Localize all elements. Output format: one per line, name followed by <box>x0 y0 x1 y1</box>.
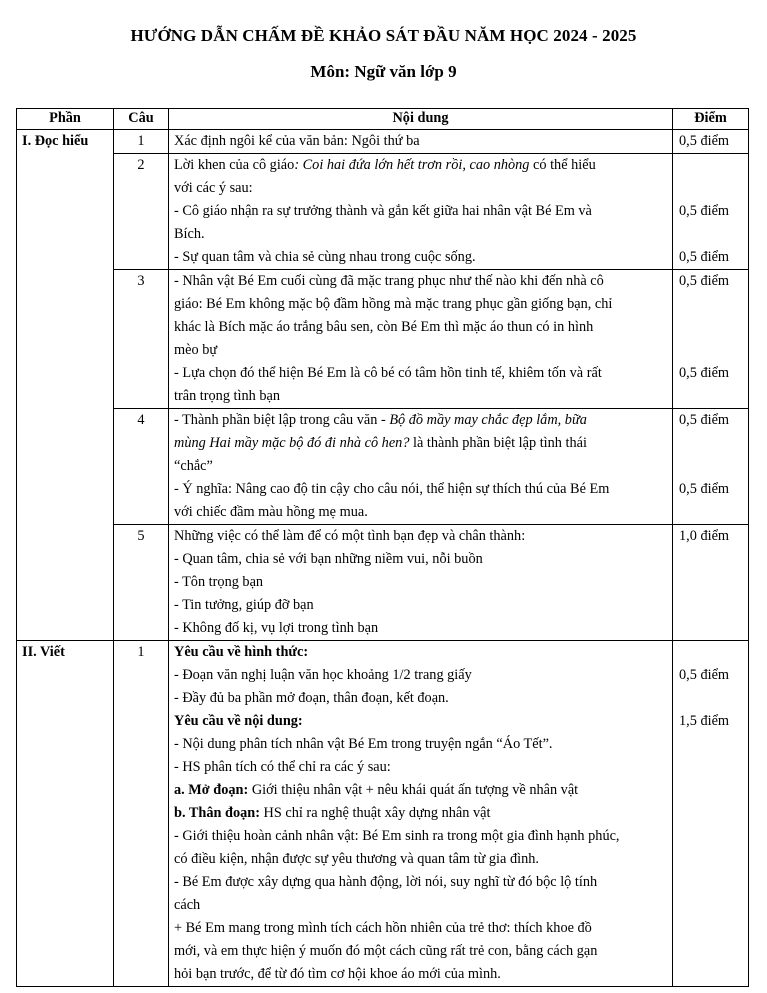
score-cell <box>673 154 749 270</box>
question-number: 4 <box>114 409 169 525</box>
content-line: trân trọng tình bạn <box>174 388 281 404</box>
table-row <box>17 409 749 525</box>
score-cell: 0,5 điểm <box>673 130 749 154</box>
content-line <box>174 409 667 432</box>
content-line: mèo bự <box>174 342 218 358</box>
column-header-diem: Điểm <box>673 109 749 130</box>
content-line: Những việc có thể làm để có một tình bạn đẹp và chân thành: <box>174 528 526 544</box>
content-line: - HS phân tích có thể chỉ ra các ý sau: <box>174 759 391 775</box>
column-header-cau: Câu <box>114 109 169 130</box>
quote-text: mùng Hai mầy mặc bộ đó đi nhà cô hen? <box>174 435 410 451</box>
question-number: 2 <box>114 154 169 270</box>
question-content <box>169 270 673 409</box>
content-line: mới, và em thực hiện ý muốn đó một cách cũng rất trẻ con, bằng cách gạn <box>174 943 598 959</box>
grading-table <box>16 108 749 987</box>
content-line <box>174 432 667 455</box>
question-content <box>169 409 673 525</box>
content-line: - Bé Em được xây dựng qua hành động, lời nói, suy nghĩ từ đó bộc lộ tính <box>174 874 598 890</box>
table-row <box>17 641 749 987</box>
content-line: Bích. <box>174 226 205 242</box>
question-number: 5 <box>114 525 169 641</box>
score-cell <box>673 270 749 409</box>
part-label-viet: II. Viết <box>17 641 114 987</box>
score-value: 0,5 điểm <box>679 667 730 683</box>
content-line: cách <box>174 897 201 913</box>
text-run: - Thành phần biệt lập trong câu văn - <box>174 412 390 428</box>
content-line: Xác định ngôi kể của văn bản: Ngôi thứ ba <box>174 133 420 149</box>
question-number: 1 <box>114 130 169 154</box>
content-line: - Ý nghĩa: Nâng cao độ tin cậy cho câu nói, thể hiện sự thích thú của Bé Em <box>174 481 610 497</box>
column-header-noi-dung: Nội dung <box>169 109 673 130</box>
content-line: khác là Bích mặc áo trắng bâu sen, còn Bé Em thì mặc áo thun có in hình <box>174 319 594 335</box>
question-number: 3 <box>114 270 169 409</box>
table-row <box>17 154 749 270</box>
quote-text: Bộ đồ mầy may chắc đẹp lắm, bữa <box>389 412 587 428</box>
score-value: 0,5 điểm <box>679 412 730 428</box>
text-run: Lời khen của cô giáo <box>174 157 295 173</box>
content-line: có điều kiện, nhận được sự yêu thương và quan tâm từ gia đình. <box>174 851 539 867</box>
content-line: - Tôn trọng bạn <box>174 574 264 590</box>
content-line: - Nội dung phân tích nhân vật Bé Em trong truyện ngắn “Áo Tết”. <box>174 736 553 752</box>
score-value: 0,5 điểm <box>679 273 730 289</box>
subheading: b. Thân đoạn: <box>174 805 260 821</box>
question-number: 1 <box>114 641 169 987</box>
content-line: - Giới thiệu hoàn cảnh nhân vật: Bé Em sinh ra trong một gia đình hạnh phúc, <box>174 828 620 844</box>
part-label-doc-hieu: I. Đọc hiểu <box>17 130 114 641</box>
content-line: “chắc” <box>174 458 213 474</box>
content-line: - Không đố kị, vụ lợi trong tình bạn <box>174 620 379 636</box>
content-line <box>174 802 667 825</box>
page-title: HƯỚNG DẪN CHẤM ĐỀ KHẢO SÁT ĐẦU NĂM HỌC 2024 - 2025 <box>130 26 637 45</box>
question-content <box>169 130 673 154</box>
content-line: - Đầy đủ ba phần mở đoạn, thân đoạn, kết đoạn. <box>174 690 449 706</box>
column-header-phan: Phần <box>17 109 114 130</box>
content-line: hỏi bạn trước, để từ đó tìm cơ hội khoe áo mới của mình. <box>174 966 501 982</box>
section-heading: Yêu cầu về nội dung: <box>174 713 303 729</box>
content-line <box>174 779 667 802</box>
question-content <box>169 641 673 987</box>
score-value: 0,5 điểm <box>679 481 730 497</box>
content-line: + Bé Em mang trong mình tích cách hồn nhiên của trẻ thơ: thích khoe đồ <box>174 920 592 936</box>
content-line: - Quan tâm, chia sẻ với bạn những niềm vui, nỗi buồn <box>174 551 483 567</box>
question-content <box>169 525 673 641</box>
quote-text: : Coi hai đứa lớn hết trơn rồi, cao nhòng <box>294 157 530 173</box>
content-line: - Đoạn văn nghị luận văn học khoảng 1/2 trang giấy <box>174 667 472 683</box>
score-value: 0,5 điểm <box>679 249 730 265</box>
score-value: 0,5 điểm <box>679 365 730 381</box>
score-cell: 1,0 điểm <box>673 525 749 641</box>
score-value: 1,5 điểm <box>679 713 730 729</box>
content-line: - Lựa chọn đó thể hiện Bé Em là cô bé có tâm hồn tinh tế, khiêm tốn và rất <box>174 365 602 381</box>
question-content <box>169 154 673 270</box>
score-value: 0,5 điểm <box>679 203 730 219</box>
table-header-row <box>17 109 749 130</box>
table-row <box>17 525 749 641</box>
content-line: với các ý sau: <box>174 180 253 196</box>
table-row <box>17 130 749 154</box>
content-line <box>174 154 667 177</box>
content-line: với chiếc đầm màu hồng mẹ mua. <box>174 504 368 520</box>
score-cell <box>673 641 749 987</box>
score-cell <box>673 409 749 525</box>
text-run: Giới thiệu nhân vật + nêu khái quát ấn tượng về nhân vật <box>248 782 579 798</box>
page-subtitle: Môn: Ngữ văn lớp 9 <box>310 62 457 81</box>
text-run: có thể hiểu <box>529 157 596 173</box>
content-line: - Sự quan tâm và chia sẻ cùng nhau trong cuộc sống. <box>174 249 476 265</box>
subheading: a. Mở đoạn: <box>174 782 249 798</box>
section-heading: Yêu cầu về hình thức: <box>174 644 309 660</box>
table-row <box>17 270 749 409</box>
text-run: HS chỉ ra nghệ thuật xây dựng nhân vật <box>259 805 491 821</box>
content-line: giáo: Bé Em không mặc bộ đầm hồng mà mặc trang phục gần giống bạn, chỉ <box>174 296 613 312</box>
content-line: - Tin tưởng, giúp đỡ bạn <box>174 597 314 613</box>
content-line: - Cô giáo nhận ra sự trưởng thành và gắn kết giữa hai nhân vật Bé Em và <box>174 203 592 219</box>
text-run: là thành phần biệt lập tình thái <box>409 435 587 451</box>
content-line: - Nhân vật Bé Em cuối cùng đã mặc trang phục như thế nào khi đến nhà cô <box>174 273 604 289</box>
